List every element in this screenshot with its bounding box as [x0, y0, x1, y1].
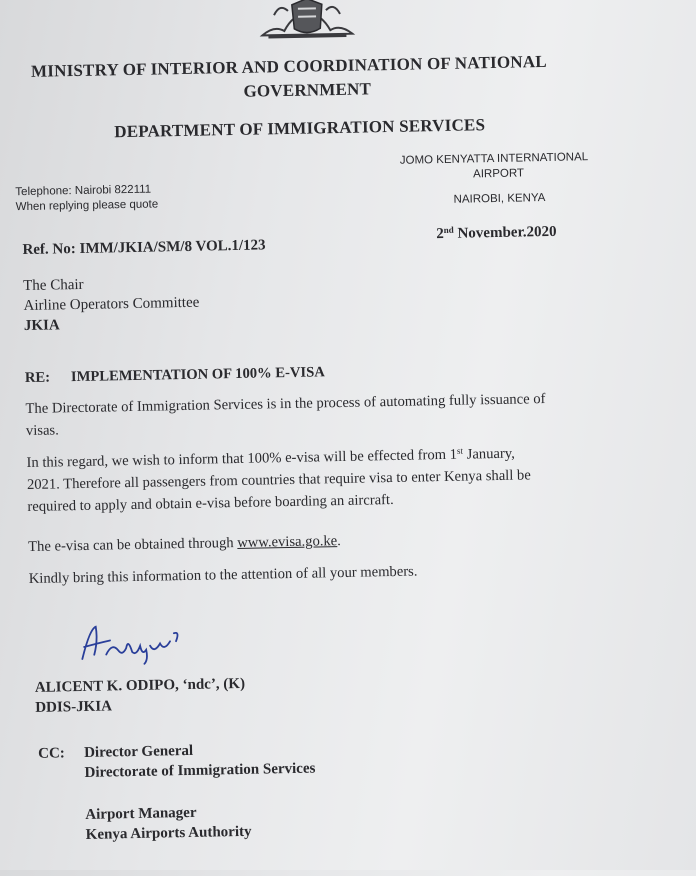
paragraph2-line1-a: In this regard, we wish to inform that 100% e-visa will be effected from 1: [26, 446, 458, 472]
telephone: Telephone: Nairobi 822111: [15, 183, 152, 199]
cc-recipient2-line1: Airport Manager: [85, 804, 197, 823]
subject-label: RE:: [24, 369, 51, 387]
coat-of-arms-icon: [254, 0, 361, 40]
paragraph2-line2: 2021. Therefore all passengers from countries that require visa to enter Kenya shall be: [26, 467, 531, 494]
address-line2: AIRPORT: [473, 167, 525, 181]
paragraph2-line1-b: January,: [462, 445, 515, 463]
paragraph1-line1: The Directorate of Immigration Services is in the process of automating fully issuance of: [25, 391, 546, 418]
cc-label: CC:: [38, 745, 65, 762]
subject-text: IMPLEMENTATION OF 100% E-VISA: [70, 364, 325, 386]
recipient-line3: JKIA: [23, 317, 60, 335]
reference-number: Ref. No: IMM/JKIA/SM/8 VOL.1/123: [22, 237, 266, 259]
signature-icon: [76, 619, 197, 667]
cc-recipient1-line1: Director General: [83, 742, 194, 761]
reply-note: When replying please quote: [15, 198, 159, 214]
paragraph1-line2: visas.: [25, 422, 59, 440]
address-line1: JOMO KENYATTA INTERNATIONAL: [399, 151, 589, 167]
ministry-title-line2: GOVERNMENT: [243, 79, 372, 101]
address-city: NAIROBI, KENYA: [453, 192, 546, 206]
date-day: 2: [436, 225, 444, 243]
cc-recipient1-line2: Directorate of Immigration Services: [84, 760, 316, 781]
date-suffix: nd: [443, 224, 454, 235]
paragraph2-line1-sup: st: [456, 445, 464, 456]
letter-date: [436, 224, 557, 243]
cc-recipient2-line2: Kenya Airports Authority: [85, 823, 252, 843]
department-title: DEPARTMENT OF IMMIGRATION SERVICES: [114, 115, 486, 142]
recipient-line2: Airline Operators Committee: [23, 294, 200, 315]
date-rest: November.2020: [453, 223, 557, 242]
paragraph3-b: .: [337, 533, 342, 550]
recipient-line1: The Chair: [23, 276, 84, 295]
paragraph3: [28, 530, 341, 558]
signatory-name: ALICENT K. ODIPO, ‘ndc’, (K): [34, 675, 246, 696]
ministry-title-line1: MINISTRY OF INTERIOR AND COORDINATION OF NATIONAL: [30, 51, 547, 81]
paragraph3-a: The e-visa can be obtained through: [28, 534, 238, 556]
paragraph4: Kindly bring this information to the attention of all your members.: [28, 563, 418, 588]
signatory-title: DDIS-JKIA: [35, 698, 113, 716]
paragraph2-line3: required to apply and obtain e-visa before boarding an aircraft.: [27, 491, 394, 516]
evisa-link[interactable]: www.evisa.go.ke: [237, 533, 338, 551]
